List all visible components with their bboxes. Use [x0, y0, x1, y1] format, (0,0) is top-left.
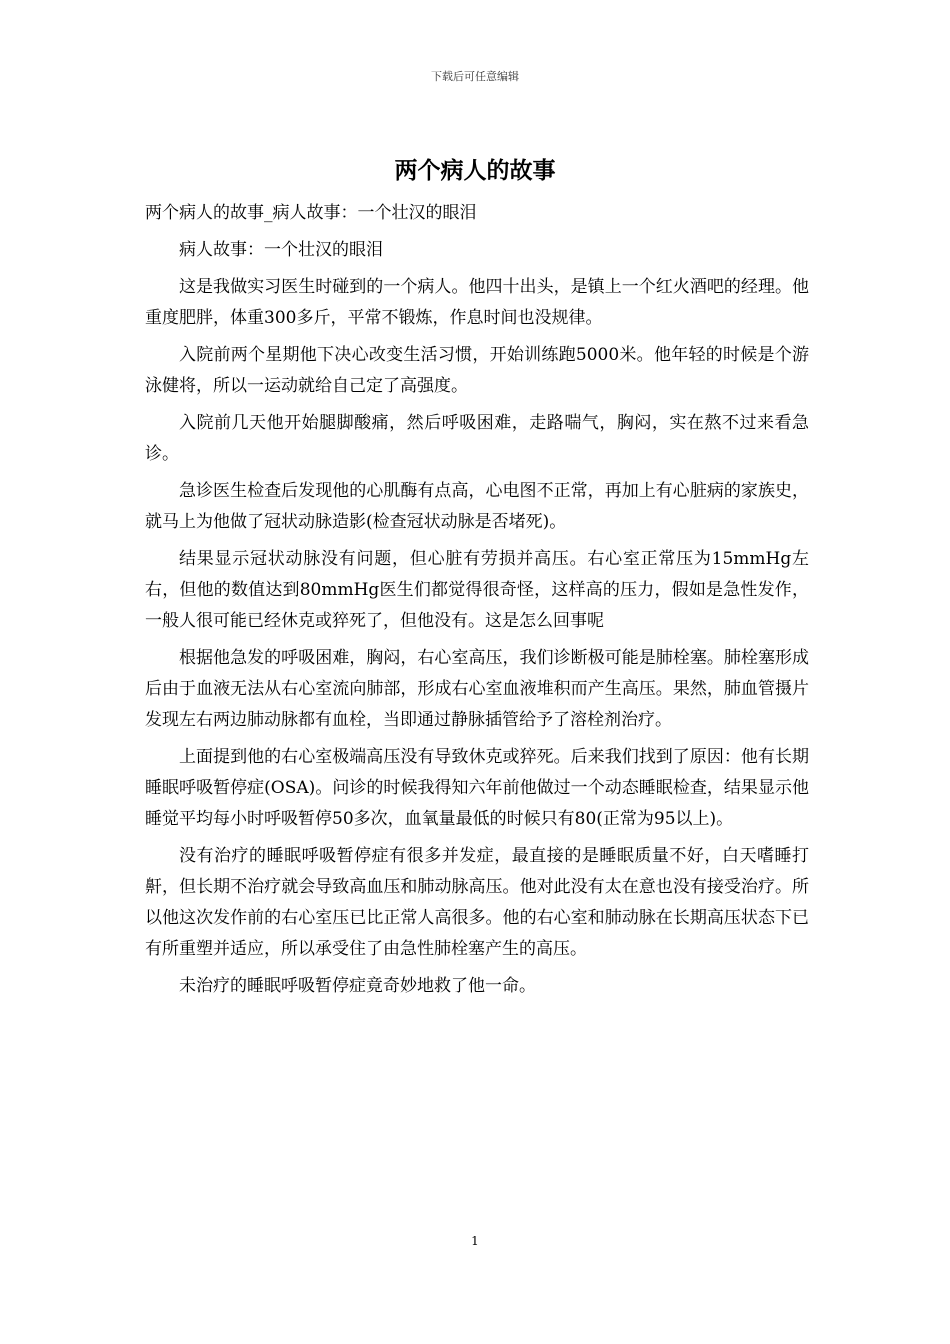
paragraph: 没有治疗的睡眠呼吸暂停症有很多并发症，最直接的是睡眠质量不好，白天嗜睡打鼾，但长期不治疗就会导致高血压和肺动脉高压。他对此没有太在意也没有接受治疗。所以他这次发作前的右心室压已比正常人高很多。他的右心室和肺动脉在长期高压状态下已有所重塑并适应，所以承受住了由急性肺栓塞产生的高压。 — [145, 846, 809, 959]
document-body — [145, 198, 809, 1008]
paragraph: 入院前两个星期他下决心改变生活习惯，开始训练跑5000米。他年轻的时候是个游泳健将，所以一运动就给自己定了高强度。 — [145, 345, 809, 396]
page-number: 1 — [471, 1234, 479, 1248]
paragraph: 未治疗的睡眠呼吸暂停症竟奇妙地救了他一命。 — [179, 976, 536, 996]
paragraph: 两个病人的故事_病人故事：一个壮汉的眼泪 — [145, 203, 477, 223]
paragraph: 急诊医生检查后发现他的心肌酶有点高，心电图不正常，再加上有心脏病的家族史，就马上为他做了冠状动脉造影(检查冠状动脉是否堵死)。 — [145, 481, 809, 532]
paragraph: 上面提到他的右心室极端高压没有导致休克或猝死。后来我们找到了原因：他有长期睡眠呼吸暂停症(OSA)。问诊的时候我得知六年前他做过一个动态睡眠检查，结果显示他睡觉平均每小时呼吸暂停50多次，血氧量最低的时候只有80(正常为95以上)。 — [145, 747, 809, 829]
paragraph: 病人故事：一个壮汉的眼泪 — [179, 240, 383, 260]
document-title: 两个病人的故事 — [394, 157, 556, 184]
paragraph: 这是我做实习医生时碰到的一个病人。他四十出头，是镇上一个红火酒吧的经理。他重度肥胖，体重300多斤，平常不锻炼，作息时间也没规律。 — [145, 277, 809, 328]
header-note: 下载后可任意编辑 — [431, 70, 519, 83]
paragraph: 根据他急发的呼吸困难，胸闷，右心室高压，我们诊断极可能是肺栓塞。肺栓塞形成后由于血液无法从右心室流向肺部，形成右心室血液堆积而产生高压。果然，肺血管摄片发现左右两边肺动脉都有血栓，当即通过静脉插管给予了溶栓剂治疗。 — [145, 648, 809, 730]
paragraph: 入院前几天他开始腿脚酸痛，然后呼吸困难，走路喘气，胸闷，实在熬不过来看急诊。 — [145, 413, 809, 464]
paragraph: 结果显示冠状动脉没有问题，但心脏有劳损并高压。右心室正常压为15mmHg左右，但他的数值达到80mmHg医生们都觉得很奇怪，这样高的压力，假如是急性发作，一般人很可能已经休克或猝死了，但他没有。这是怎么回事呢 — [145, 549, 809, 631]
